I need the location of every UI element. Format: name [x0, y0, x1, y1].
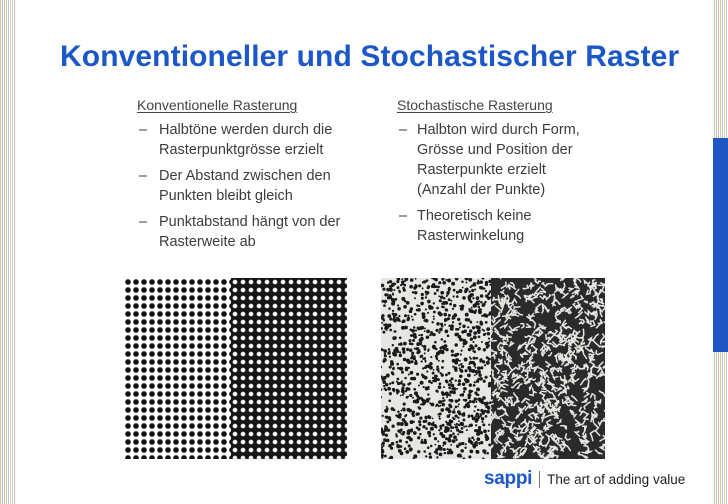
tagline: The art of adding value	[547, 471, 686, 487]
footer	[484, 468, 685, 490]
stochastic-screen-image	[381, 278, 605, 459]
slide-title: Konventioneller und Stochastischer Raster	[60, 40, 680, 73]
stochastic-pattern-dark	[491, 278, 605, 459]
stochastic-heading: Stochastische Rasterung	[397, 97, 553, 113]
logo-divider	[539, 471, 540, 488]
stochastic-pattern-light	[381, 278, 491, 459]
bullet-item: – Halbtöne werden durch die Rasterpunktgrösse erzielt	[137, 120, 353, 160]
bullet-item: – Theoretisch keine Rasterwinkelung	[397, 206, 587, 246]
accent-bar	[713, 138, 728, 352]
bullet-item: – Halbton wird durch Form, Grösse und Position der Rasterpunkte erzielt (Anzahl der Punkte)	[397, 120, 587, 200]
dot-pattern-light	[124, 278, 231, 459]
conventional-heading: Konventionelle Rasterung	[137, 97, 298, 113]
decorative-stripe-left	[0, 0, 16, 504]
sappi-logo: sappi	[484, 468, 533, 489]
conventional-screen-image	[124, 278, 347, 459]
stochastic-dots-svg	[381, 278, 491, 459]
conventional-bullets	[137, 120, 357, 252]
stochastic-bullets	[397, 120, 597, 246]
stochastic-column	[397, 97, 597, 252]
stochastic-worms-svg	[491, 278, 605, 459]
conventional-column	[137, 97, 357, 258]
dot-pattern-dark	[231, 278, 347, 459]
bullet-item: – Punktabstand hängt von der Rasterweite ab	[137, 212, 353, 252]
bullet-item: – Der Abstand zwischen den Punkten bleibt gleich	[137, 166, 353, 206]
